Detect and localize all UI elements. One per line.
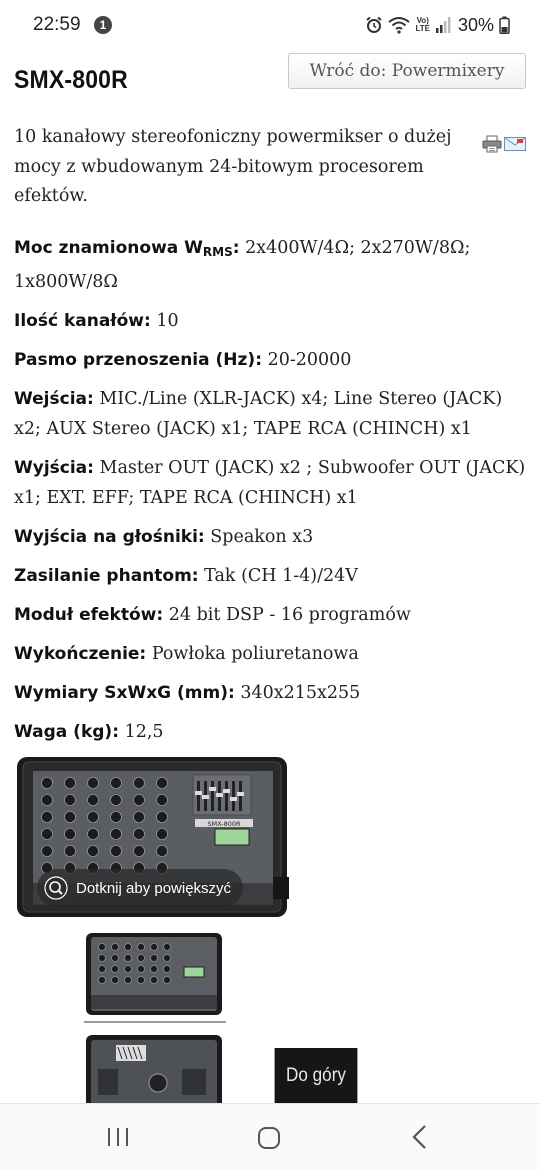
mixer-knob [99, 977, 106, 984]
spec-value: 10 [156, 311, 179, 331]
mixer-knob [42, 846, 53, 857]
mixer-knob [111, 846, 122, 857]
product-thumbnail-rear[interactable] [86, 1035, 222, 1105]
mixer-knob [42, 778, 53, 789]
mixer-knob [164, 966, 171, 973]
spec-power [14, 233, 529, 297]
mixer-knob [134, 778, 145, 789]
spec-value: 12,5 [124, 722, 164, 742]
mixer-knob [151, 977, 158, 984]
tap-to-zoom-label: Dotknij aby powiększyć [76, 879, 232, 897]
mixer-knob [138, 977, 145, 984]
spec-value: 24 bit DSP - 16 programów [168, 605, 411, 625]
battery-icon [499, 16, 510, 34]
product-thumbnail[interactable] [86, 933, 222, 1015]
alarm-icon [365, 16, 383, 34]
spec-label: Pasmo przenoszenia (Hz): [14, 350, 262, 370]
mixer-knob [164, 944, 171, 951]
mixer-knob [134, 846, 145, 857]
mixer-knob [157, 846, 168, 857]
signal-icon [435, 16, 451, 34]
mixer-knob [125, 955, 132, 962]
mixer-knob [125, 944, 132, 951]
spec-value: Powłoka poliuretanowa [151, 644, 359, 664]
spec-label: Moc znamionowa $W_{RMS}$: [14, 238, 240, 259]
spec-label: Wymiary SxWxG (mm): [14, 683, 235, 703]
device-model-label: SMX-800R [207, 820, 241, 828]
spec-label: Waga (kg): [14, 722, 119, 742]
active-thumbnail-indicator [84, 1021, 226, 1023]
print-icon[interactable] [482, 135, 502, 153]
spec-weight [14, 717, 529, 747]
mixer-knob [138, 955, 145, 962]
mixer-knob [138, 966, 145, 973]
mixer-knob [111, 795, 122, 806]
mixer-knob [42, 795, 53, 806]
mixer-knob [65, 846, 76, 857]
battery-percent: 30% [457, 14, 494, 35]
mixer-knob [157, 829, 168, 840]
mixer-knob [112, 944, 119, 951]
mixer-knob [88, 778, 99, 789]
recent-apps-icon[interactable] [106, 1126, 130, 1148]
status-icons [365, 14, 510, 36]
spec-outputs [14, 453, 529, 513]
spec-phantom [14, 561, 529, 591]
spec-inputs [14, 384, 529, 444]
spec-value: 340x215x255 [240, 683, 361, 703]
mixer-knob [65, 812, 76, 823]
zoom-icon [43, 875, 69, 901]
spec-value: 20-20000 [267, 350, 352, 370]
spec-value: 2x400W/4Ω; 2x270W/8Ω; 1x800W/8Ω [14, 238, 471, 292]
mixer-knob [42, 812, 53, 823]
page-title: SMX-800R [14, 66, 128, 94]
mixer-knob [151, 944, 158, 951]
mixer-knob [99, 944, 106, 951]
mixer-knob [134, 812, 145, 823]
volte-indicator: Vo) LTE [415, 16, 430, 33]
spec-finish [14, 639, 529, 669]
mixer-knob [112, 977, 119, 984]
system-nav-bar [0, 1103, 540, 1170]
mixer-knob [151, 955, 158, 962]
wifi-icon [388, 16, 410, 34]
mixer-knob [112, 955, 119, 962]
spec-value: MIC./Line (XLR-JACK) x4; Line Stereo (JACK) x2; AUX Stereo (JACK) x1; TAPE RCA (CHINCH) x1 [14, 389, 503, 439]
spec-value: Master OUT (JACK) x2 ; Subwoofer OUT (JACK) x1; EXT. EFF; TAPE RCA (CHINCH) x1 [14, 458, 526, 508]
spec-list [14, 233, 529, 756]
mixer-knob [151, 966, 158, 973]
mixer-knob [65, 778, 76, 789]
home-icon[interactable] [257, 1126, 281, 1150]
spec-label: Wyjścia na głośniki: [14, 527, 205, 547]
back-to-top-button[interactable]: Do góry [275, 1048, 358, 1104]
mixer-knob [164, 955, 171, 962]
mixer-knob [125, 966, 132, 973]
back-icon[interactable] [410, 1124, 430, 1150]
mixer-knob [111, 829, 122, 840]
mixer-knob [65, 829, 76, 840]
spec-effects [14, 600, 529, 630]
mixer-knob [125, 977, 132, 984]
spec-channels [14, 306, 529, 336]
spec-label: Ilość kanałów: [14, 311, 151, 331]
mixer-knob [65, 795, 76, 806]
mixer-knob [99, 955, 106, 962]
mixer-knob [157, 778, 168, 789]
mixer-knob [42, 829, 53, 840]
spec-value: Speakon x3 [210, 527, 314, 547]
spec-label: Wyjścia: [14, 458, 94, 478]
mixer-knob [88, 812, 99, 823]
spec-label: Moduł efektów: [14, 605, 164, 625]
spec-label: Wejścia: [14, 389, 94, 409]
spec-label: Wykończenie: [14, 644, 147, 664]
spec-label: Zasilanie phantom: [14, 566, 199, 586]
spec-dimensions [14, 678, 529, 708]
mixer-knob [111, 812, 122, 823]
back-to-category-button[interactable]: Wróć do: Powermixery [288, 53, 526, 89]
mixer-knob [112, 966, 119, 973]
product-description: 10 kanałowy stereofoniczny powermikser o dużej mocy z wbudowanym 24-bitowym procesorem efektów. [14, 127, 452, 206]
mixer-knob [99, 966, 106, 973]
spec-bandwidth [14, 345, 529, 375]
mixer-knob [164, 977, 171, 984]
mixer-knob [88, 829, 99, 840]
mixer-knob [134, 795, 145, 806]
spec-speaker-outputs [14, 522, 529, 552]
mixer-knob [134, 829, 145, 840]
status-time: 22:59 [33, 14, 81, 35]
mixer-knob [138, 944, 145, 951]
mixer-knob [111, 778, 122, 789]
mixer-knob [157, 812, 168, 823]
mixer-knob [157, 795, 168, 806]
mixer-knob [88, 795, 99, 806]
status-bar [0, 0, 540, 52]
tap-to-zoom-hint[interactable] [37, 869, 243, 907]
spec-value: Tak (CH 1-4)/24V [204, 566, 358, 586]
email-icon[interactable] [504, 137, 526, 151]
notification-badge: 1 [94, 16, 112, 34]
mixer-knob [88, 846, 99, 857]
